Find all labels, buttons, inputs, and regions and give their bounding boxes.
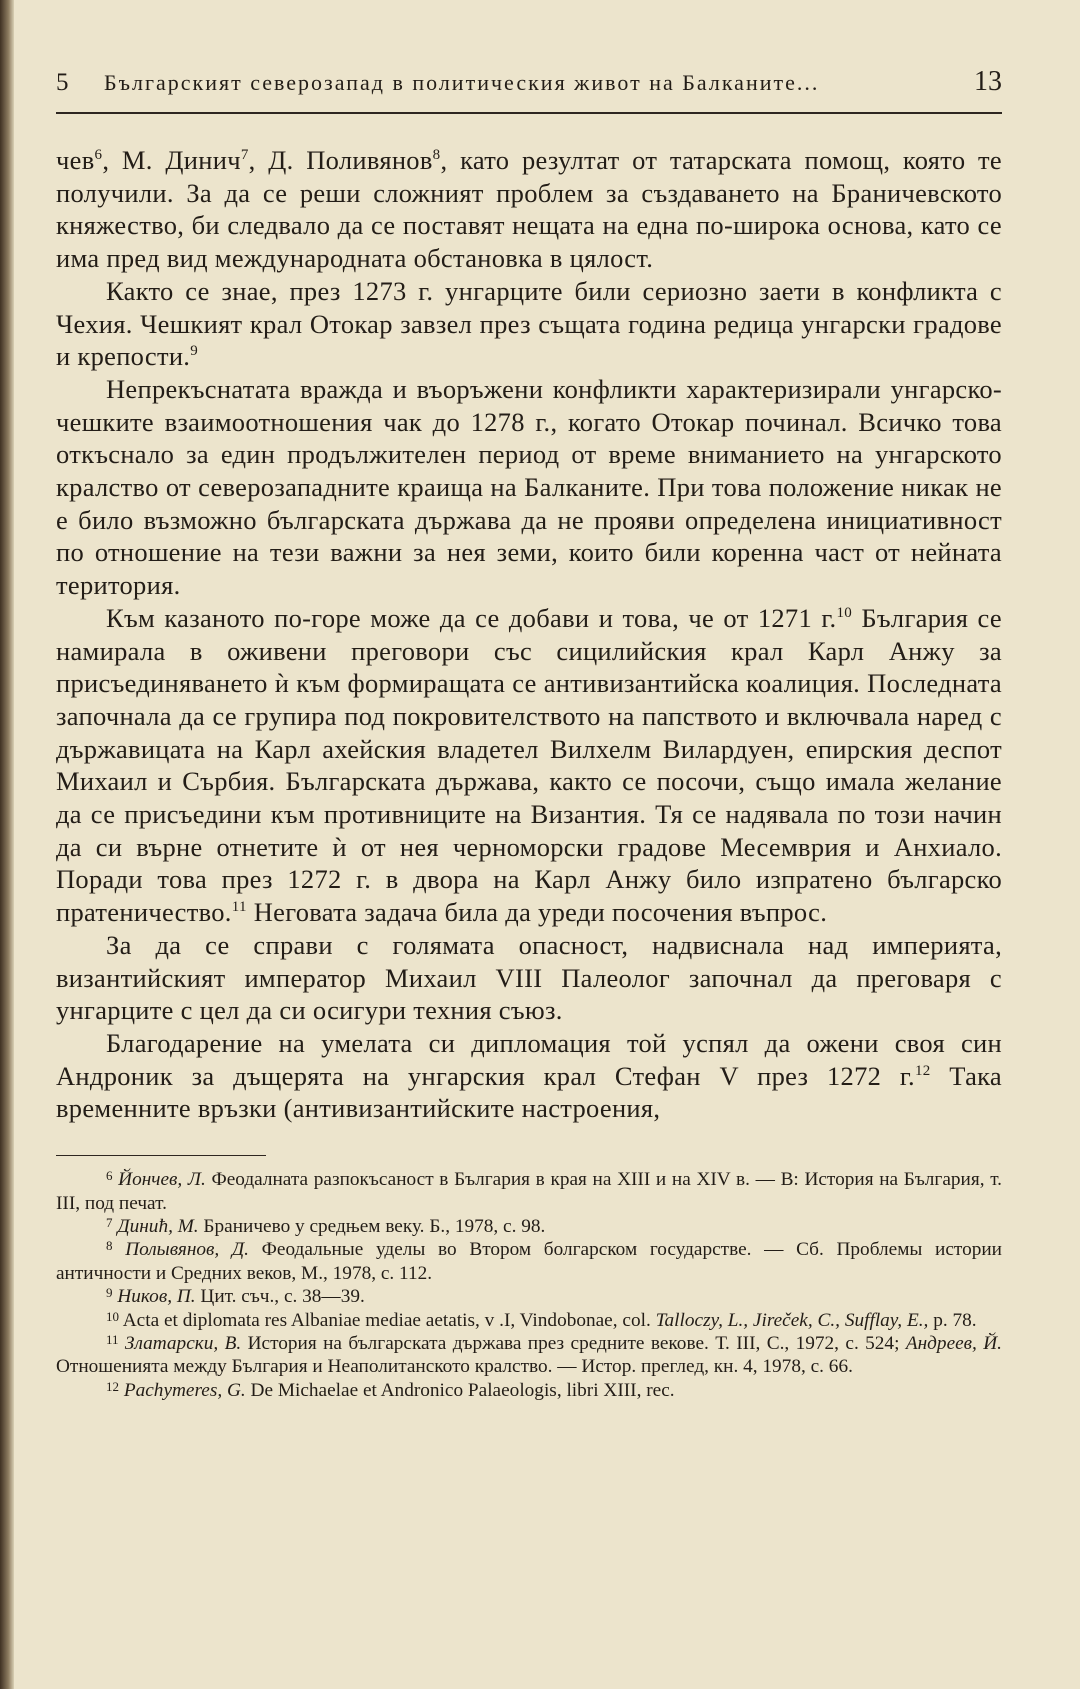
page bbox=[56, 66, 1002, 1402]
author-name: Ников, П. bbox=[117, 1286, 196, 1308]
paragraph bbox=[56, 1027, 1002, 1125]
text-run: Непрекъснатата вражда и въоръжени конфликти характеризирали унгарско-чешките взаимоотношения чак до 1278 г., когато Отокар починал. Всичко това откъснало за един продължителен период от време вниманието на унгарското кралство от северозападните краища на Балканите. При това положение никак не е било възможно българската държава да не прояви определена инициативност по отношение на тези важни за нея земи, които били коренна част от нейната територия. bbox=[56, 373, 1002, 601]
footnote bbox=[56, 1379, 1002, 1402]
text-run: Към казаното по-горе може да се добави и това, че от 1271 г. bbox=[106, 602, 837, 633]
author-name: Динић, М. bbox=[117, 1215, 199, 1237]
footnote bbox=[56, 1285, 1002, 1308]
text-run: Феодалната разпокъсаност в България в края на XIII и на XIV в. — В: История на България, т. III, под печат. bbox=[56, 1169, 1003, 1214]
text-run: p. 78. bbox=[928, 1309, 977, 1331]
footnote-ref: 7 bbox=[240, 147, 249, 163]
text-run: , М. Динич bbox=[102, 145, 241, 175]
text-run: , като резултат от татарската помощ, която те получили. За да се реши сложният проблем за създаването на Браничевското княжество, би следвало да се поставят нещата на една по-широка основа, като се има пред вид международната обстановка в цялост. bbox=[56, 145, 1002, 274]
book-spine-shadow bbox=[0, 0, 14, 1689]
footnote-ref: 9 bbox=[190, 343, 199, 360]
paragraph bbox=[56, 929, 1002, 1027]
text-run: Браничево у средњем веку. Б., 1978, с. 98. bbox=[198, 1215, 546, 1237]
footnote-ref: 12 bbox=[914, 1062, 931, 1079]
text-run: Acta et diplomata res Albaniae mediae aetatis, v .I, Vindobonae, col. bbox=[119, 1309, 656, 1331]
running-header bbox=[56, 66, 1002, 114]
text-run: Феодальные уделы во Втором болгарском государстве. — Сб. Проблемы истории античности и Средних веков, М., 1978, с. 112. bbox=[56, 1239, 1003, 1284]
text-run: Благодарение на умелата си дипломация той успял да ожени своя син Андроник за дъщерята на унгарския крал Стефан V през 1272 г. bbox=[56, 1027, 1002, 1091]
footnote-ref: 12 bbox=[106, 1378, 119, 1394]
page-number: 13 bbox=[974, 66, 1002, 97]
footnote-separator bbox=[56, 1155, 266, 1156]
text-run: България се намирала в оживени преговори със сицилийския крал Карл Анжу за присъединяването ѝ към формиращата се антивизантийска коалиция. Последната започнала да се групира под покровителството на папството и включвала наред с държавицата на Карл ахейския владетел Вилхелм Вилардуен, епирския деспот Михаил и Сърбия. Българската държава, както се посочи, също имала желание да се присъедини към противниците на Византия. Тя се надявала по този начин да си върне отнетите ѝ от нея черноморски градове Месемврия и Анхиало. Поради това през 1272 г. в двора на Карл Анжу било изпратено българско пратеничество. bbox=[56, 602, 1002, 928]
footnote-ref: 11 bbox=[231, 899, 247, 916]
paragraph bbox=[56, 602, 1002, 929]
footnote-ref: 8 bbox=[432, 147, 441, 163]
author-name: Полывянов, Д. bbox=[125, 1239, 249, 1261]
text-run: Така временните връзки (антивизантийските настроения, bbox=[56, 1060, 1002, 1124]
author-name: Андреев, Й. bbox=[905, 1332, 1003, 1354]
paragraph bbox=[56, 373, 1002, 602]
footnote-ref: 6 bbox=[106, 1168, 113, 1184]
footnote-ref: 9 bbox=[106, 1285, 113, 1301]
text-run: Отношенията между България и Неаполитанското кралство. — Истор. преглед, кн. 4, 1978, с. 66. bbox=[56, 1356, 853, 1378]
footnote-ref: 7 bbox=[106, 1214, 113, 1230]
author-name: Златарски, В. bbox=[124, 1332, 242, 1354]
footnote bbox=[56, 1332, 1002, 1379]
footnote bbox=[56, 1168, 1002, 1215]
footnote-ref: 6 bbox=[94, 147, 103, 163]
footnote-ref: 10 bbox=[106, 1308, 119, 1324]
footnote bbox=[56, 1215, 1002, 1238]
chapter-number: 5 bbox=[56, 69, 69, 96]
author-name: Йончев, Л. bbox=[118, 1169, 206, 1191]
body-text bbox=[56, 144, 1002, 1125]
text-run: Неговата задача била да уреди посочения въпрос. bbox=[246, 897, 828, 928]
text-run: История на българската държава през средните векове. Т. III, С., 1972, с. 524; bbox=[241, 1332, 906, 1354]
paragraph bbox=[56, 275, 1002, 373]
author-name: Talloczy, L., Jireček, C., Sufflay, E., bbox=[655, 1309, 929, 1331]
footnote-ref: 11 bbox=[106, 1331, 119, 1347]
footnote-ref: 10 bbox=[836, 604, 853, 621]
running-title: Българският северозапад в политическия живот на Балканите... bbox=[104, 70, 820, 95]
text-run: , Д. Поливянов bbox=[248, 145, 433, 175]
author-name: Pachymeres, G. bbox=[123, 1379, 246, 1401]
text-run bbox=[113, 1239, 126, 1260]
footnote bbox=[56, 1309, 1002, 1332]
text-run: Цит. съч., с. 38—39. bbox=[195, 1286, 365, 1308]
text-run: De Michaelae et Andronico Palaeologis, libri XIII, rec. bbox=[245, 1379, 675, 1401]
footnote-ref: 8 bbox=[106, 1238, 113, 1254]
text-run: За да се справи с голямата опасност, надвиснала над империята, византийският император Михаил VIII Палеолог започнал да преговаря с унгарците с цел да си осигури техния съюз. bbox=[56, 929, 1002, 1026]
footnotes bbox=[56, 1168, 1002, 1402]
paragraph bbox=[56, 144, 1002, 275]
text-run: Както се знае, през 1273 г. унгарците били сериозно заети в конфликта с Чехия. Чешкият крал Отокар завзел през същата година редица унгарски градове и крепости. bbox=[56, 275, 1002, 372]
footnote bbox=[56, 1238, 1002, 1285]
text-run: чев bbox=[56, 145, 95, 175]
